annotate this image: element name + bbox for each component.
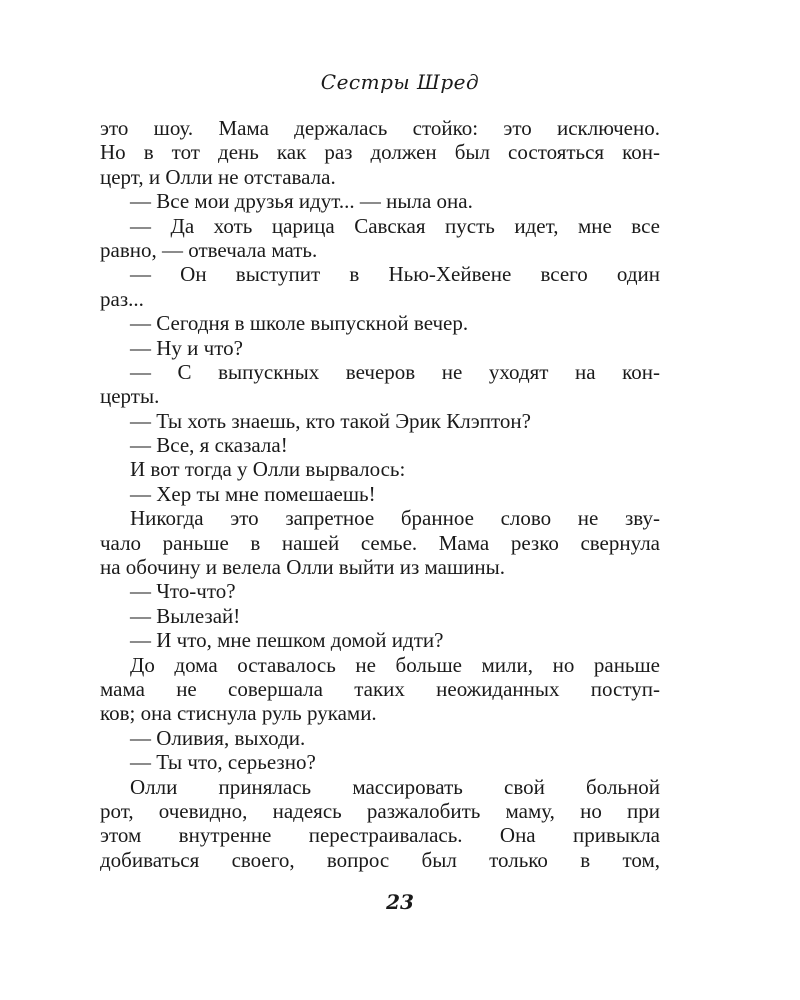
text-line: — Вылезай! bbox=[130, 603, 241, 628]
text-line: — Все мои друзья идут... — ныла она. bbox=[130, 189, 473, 214]
text-line: равно, — отвечала мать. bbox=[100, 237, 318, 262]
text-line: — Оливия, выходи. bbox=[130, 725, 306, 750]
text-line: — Ну и что? bbox=[130, 335, 243, 360]
text-line: раз... bbox=[100, 286, 144, 311]
text-line: этом внутренне перестраивалась. Она привыкла bbox=[100, 823, 660, 848]
text-line: Но в тот день как раз должен был состояться кон- bbox=[100, 140, 660, 165]
text-line: — Ты что, серьезно? bbox=[130, 750, 316, 775]
text-line: рот, очевидно, надеясь разжалобить маму, но при bbox=[100, 798, 660, 823]
text-line: До дома оставалось не больше мили, но раньше bbox=[130, 652, 660, 677]
text-line: — Сегодня в школе выпускной вечер. bbox=[130, 311, 469, 336]
text-line: мама не совершала таких неожиданных поступ- bbox=[100, 676, 660, 701]
text-line: добиваться своего, вопрос был только в том, bbox=[100, 847, 660, 872]
text-line: — Ты хоть знаешь, кто такой Эрик Клэптон? bbox=[130, 408, 531, 433]
page-number: 23 bbox=[386, 890, 414, 914]
text-line: — Хер ты мне помешаешь! bbox=[130, 481, 376, 506]
text-line: Олли принялась массировать свой больной bbox=[130, 774, 660, 799]
text-line: Никогда это запретное бранное слово не зву- bbox=[130, 506, 660, 531]
text-line: церт, и Олли не отставала. bbox=[100, 164, 336, 189]
text-line: церты. bbox=[100, 384, 160, 409]
text-line: — Да хоть царица Савская пусть идет, мне все bbox=[130, 213, 660, 238]
text-line: — Он выступит в Нью-Хейвене всего один bbox=[130, 262, 660, 287]
text-line: — Что-что? bbox=[130, 579, 236, 604]
body-text bbox=[100, 116, 660, 872]
text-line: — И что, мне пешком домой идти? bbox=[130, 628, 444, 653]
text-line: — Все, я сказала! bbox=[130, 433, 288, 458]
text-line: это шоу. Мама держалась стойко: это исключено. bbox=[100, 116, 660, 140]
text-line: И вот тогда у Олли вырвалось: bbox=[130, 457, 406, 482]
text-line: чало раньше в нашей семье. Мама резко свернула bbox=[100, 530, 660, 555]
text-line: на обочину и велела Олли выйти из машины. bbox=[100, 555, 505, 580]
running-head: Сестры Шред bbox=[320, 70, 480, 94]
text-line: ков; она стиснула руль руками. bbox=[100, 701, 377, 726]
text-line: — С выпускных вечеров не уходят на кон- bbox=[130, 359, 660, 384]
